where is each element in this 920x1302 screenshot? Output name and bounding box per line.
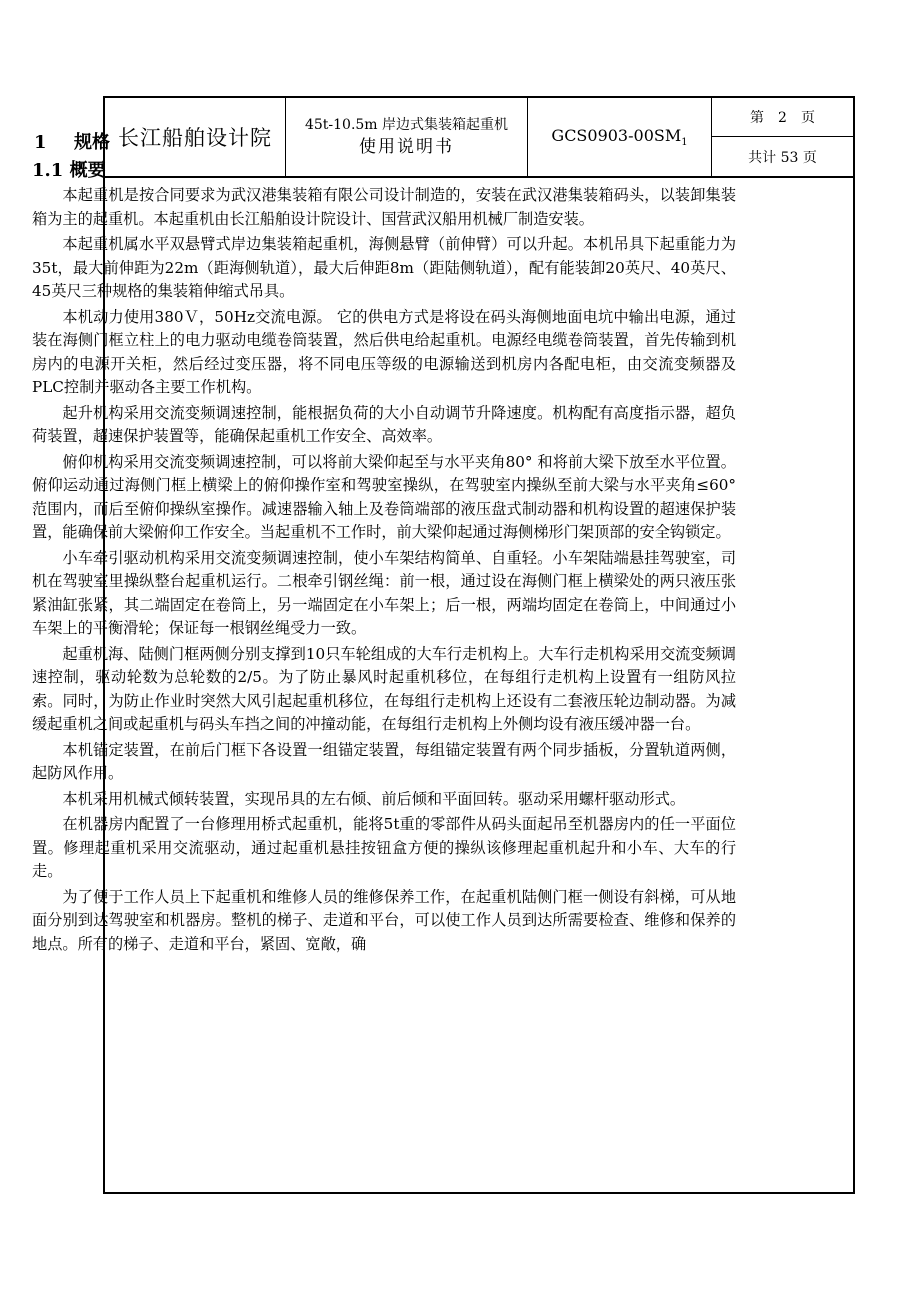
document-body [32,130,736,958]
section-title: 规格 [74,132,110,153]
paragraph: 本机动力使用380Ｖ，50Hz交流电源。 它的供电方式是将设在码头海侧地面电坑中输出电源，通过装在海侧门框立柱上的电力驱动电缆卷筒装置，然后供电给起重机。电源经电缆卷筒装置，首先传输到机房内的电源开关柜，然后经过变压器，将不同电压等级的电源输送到机房内各配电柜，由交流变频器及PLC控制并驱动各主要工作机构。 [32,307,736,396]
subsection-heading: 1.1 概要 [32,160,106,181]
paragraph: 在机器房内配置了一台修理用桥式起重机，能将5t重的零部件从码头面起吊至机器房内的任一平面位置。修理起重机采用交流驱动，通过起重机悬挂按钮盒方便的操纵该修理起重机起升和小车、大车的行走。 [32,815,736,880]
section-heading [32,130,736,156]
paragraph: 本机采用机械式倾转装置，实现吊具的左右倾、前后倾和平面回转。驱动采用螺杆驱动形式。 [62,789,686,808]
paragraph: 起重机海、陆侧门框两侧分别支撑到10只车轮组成的大车行走机构上。大车行走机构采用交流变频调速控制，驱动轮数为总轮数的2/5。为了防止暴风时起重机移位，在每组行走机构上设置有一组防风拉索。同时，为防止作业时突然大风引起起重机移位，在每组行走机构上还设有二套液压轮边制动器。为减缓起重机之间或起重机与码头车挡之间的冲撞动能，在每组行走机构上外侧均设有液压缓冲器一台。 [32,644,736,733]
paragraph: 为了便于工作人员上下起重机和维修人员的维修保养工作，在起重机陆侧门框一侧设有斜梯，可从地面分别到达驾驶室和机器房。整机的梯子、走道和平台，可以使工作人员到达所需要检查、维修和保养的地点。所有的梯子、走道和平台，紧固、宽敞，确 [32,887,736,953]
page-number: 第 2 页 [712,98,853,137]
paragraph: 俯仰机构采用交流变频调速控制，可以将前大梁仰起至与水平夹角80° 和将前大梁下放至水平位置。俯仰运动通过海侧门框上横梁上的俯仰操作室和驾驶室操纵，在驾驶室内操纵至前大梁与水平夹角≤60° 范围内，而后至俯仰操纵室操作。减速器输入轴上及卷筒端部的液压盘式制动器和机构设置的超速保护装置，能确保前大梁俯仰工作安全。当起重机不工作时，前大梁仰起通过海侧梯形门架顶部的安全钩锁定。 [32,452,736,541]
document-title: 使用说明书 [359,137,454,157]
paragraph: 本起重机是按合同要求为武汉港集装箱有限公司设计制造的，安装在武汉港集装箱码头，以装卸集装箱为主的起重机。本起重机由长江船舶设计院设计、国营武汉船用机械厂制造安装。 [32,186,736,228]
product-name: 45t-10.5m 岸边式集装箱起重机 [304,117,509,133]
paragraph: 起升机构采用交流变频调速控制，能根据负荷的大小自动调节升降速度。机构配有高度指示器，超负荷装置，超速保护装置等，能确保起重机工作安全、高效率。 [32,403,736,445]
paragraph: 本机锚定装置，在前后门框下各设置一组锚定装置，每组锚定装置有两个同步插板，分置轨道两侧，起防风作用。 [32,740,736,782]
total-pages: 共计 53 页 [748,149,817,166]
institute-name: 长江船舶设计院 [118,126,272,150]
paragraph: 小车牵引驱动机构采用交流变频调速控制，使小车架结构简单、自重轻。小车架陆端悬挂驾驶室，司机在驾驶室里操纵整台起重机运行。二根牵引钢丝绳：前一根，通过设在海侧门框上横梁处的两只液压张紧油缸张紧，其二端固定在卷筒上，另一端固定在小车架上；后一根，两端均固定在卷筒上，中间通过小车架上的平衡滑轮；保证每一根钢丝绳受力一致。 [32,548,736,637]
section-number: 1 [34,132,47,153]
document-number-subscript: 1 [681,137,688,149]
document-number: $GCS0903-00SM_1$ [551,125,688,149]
paragraph: 本起重机属水平双悬臂式岸边集装箱起重机，海侧悬臂（前伸臂）可以升起。本机吊具下起重能力为35t，最大前伸距为22m（距海侧轨道），最大后伸距8m（距陆侧轨道），配有能装卸20英尺、40英尺、45英尺三种规格的集装箱伸缩式吊具。 [32,235,736,300]
